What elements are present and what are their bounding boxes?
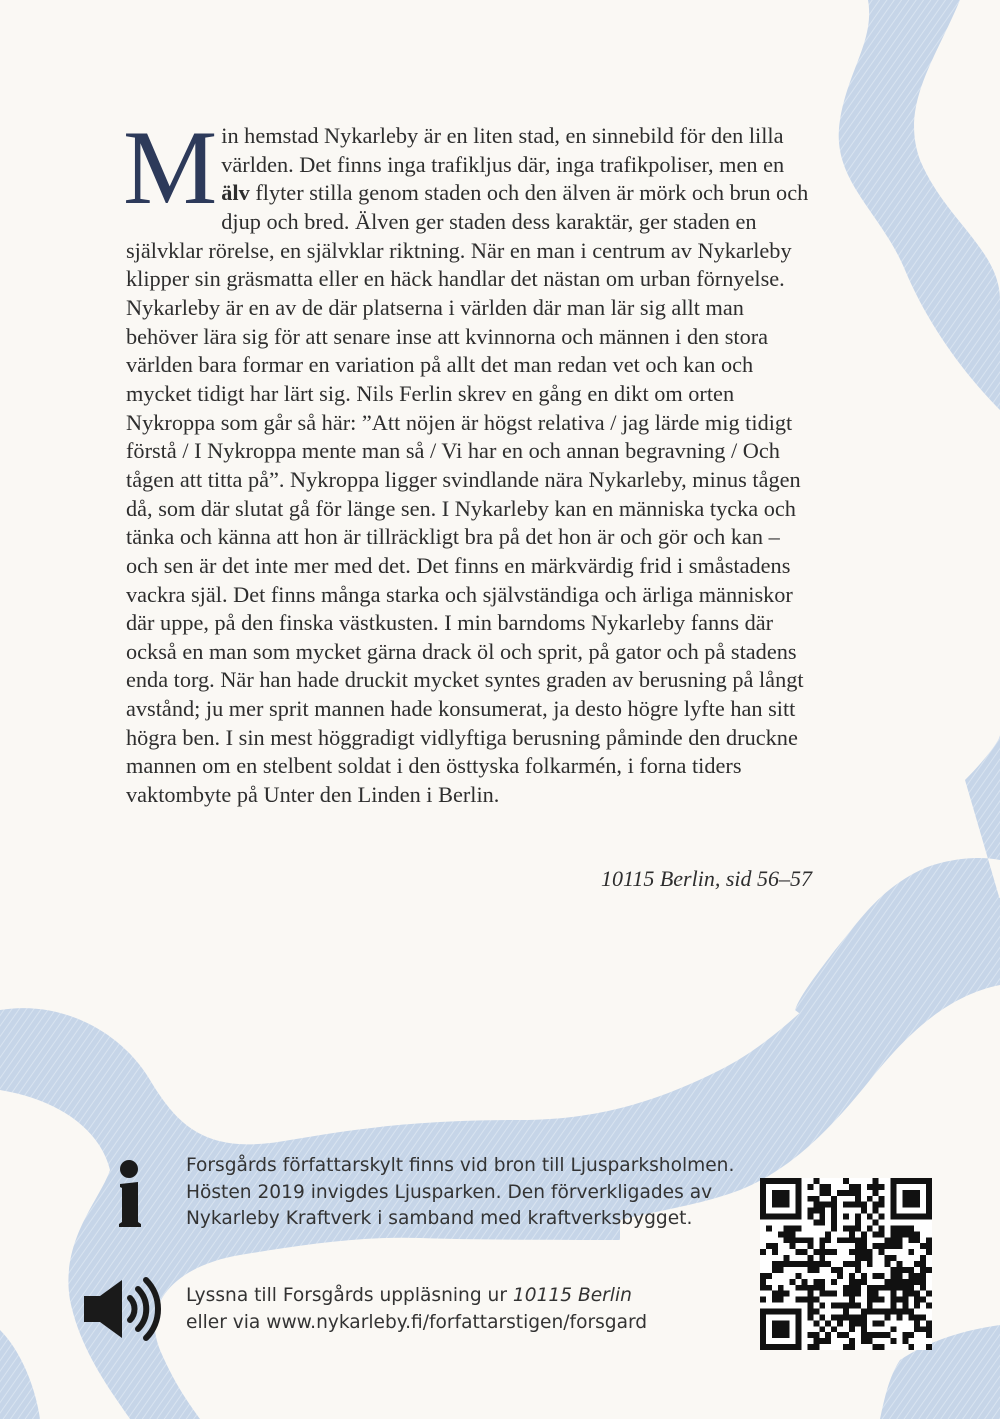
article-bold-word: älv xyxy=(221,180,250,206)
info-text xyxy=(186,1153,756,1233)
drop-cap: M xyxy=(123,109,218,226)
listen-line-2: eller via www.nykarleby.fi/forfattarstigen/forsgard xyxy=(186,1311,648,1333)
citation: 10115 Berlin, sid 56–57 xyxy=(600,866,812,891)
speaker-icon xyxy=(82,1276,162,1342)
river-top-right xyxy=(839,0,1000,410)
river-bottom-left-edge xyxy=(0,1330,40,1419)
article-body xyxy=(123,109,816,810)
info-icon xyxy=(116,1158,144,1228)
info-line-2: Hösten 2019 invigdes Ljusparken. Den förverkligades av xyxy=(186,1181,713,1203)
qr-code-icon[interactable] xyxy=(760,1178,932,1350)
article-rest: flyter stilla genom staden och den älven är mörk och brun och djup och bred. Älven ger staden dess karaktär, ger staden en självklar rörelse, en självklar riktning. När en man i centrum av Nykarleby klipper sin gräsmatta eller en häck handlar det nästan om urban förnyelse. Nykarleby är en av de där platserna i världen där man lär sig allt man behöver lära sig för att senare inse att kvinnorna och männen i den stora världen bara formar en variation på allt det man redan vet och kan och mycket tidigt har lärt sig. Nils Ferlin skrev en gång en dikt om orten Nykroppa som går så här: ”Att nöjen är högst relativa / jag lärde mig tidigt förstå / I Nykroppa mente man så / Vi har en och annan begravning / Och tågen att titta på”. Nykroppa ligger svindlande nära Nykarleby, minus tågen då, som där slutat gå för länge sen. I Nykarleby kan en människa tycka och tänka och känna att hon är tillräckligt bra på det hon är och gör och kan – och sen är det inte mer med det. Det finns en märkvärdig frid i småstadens vackra själ. Det finns många starka och självständiga och ärliga människor där uppe, på den finska västkusten. I min barndoms Nykarleby fanns där också en man som mycket gärna drack öl och sprit, på gator och på stadens enda torg. När han hade druckit mycket syntes graden av berusning på långt avstånd; ju mer sprit mannen hade konsumerat, ja desto högre lyfte han sitt högra ben. I sin mest höggradigt vidlyftiga berusning påminde den druckne mannen om en stelbent soldat i den östtyska folkarmén, i forna tiders vaktombyte på Unter den Linden i Berlin. xyxy=(126,180,809,808)
info-line-1: Forsgårds författarskylt finns vid bron till Ljusparksholmen. xyxy=(186,1155,735,1176)
listen-text xyxy=(186,1283,756,1336)
info-line-3: Nykarleby Kraftverk i samband med kraftverksbygget. xyxy=(186,1208,693,1229)
listen-book-title: 10115 Berlin xyxy=(512,1285,632,1306)
article-intro: in hemstad Nykarleby är en liten stad, en sinnebild för den lilla världen. Det finns inga trafikljus där, inga trafikpoliser, men en xyxy=(221,123,785,177)
listen-line-1 xyxy=(186,1283,756,1310)
listen-prefix: Lyssna till Forsgårds uppläsning ur xyxy=(186,1285,513,1306)
